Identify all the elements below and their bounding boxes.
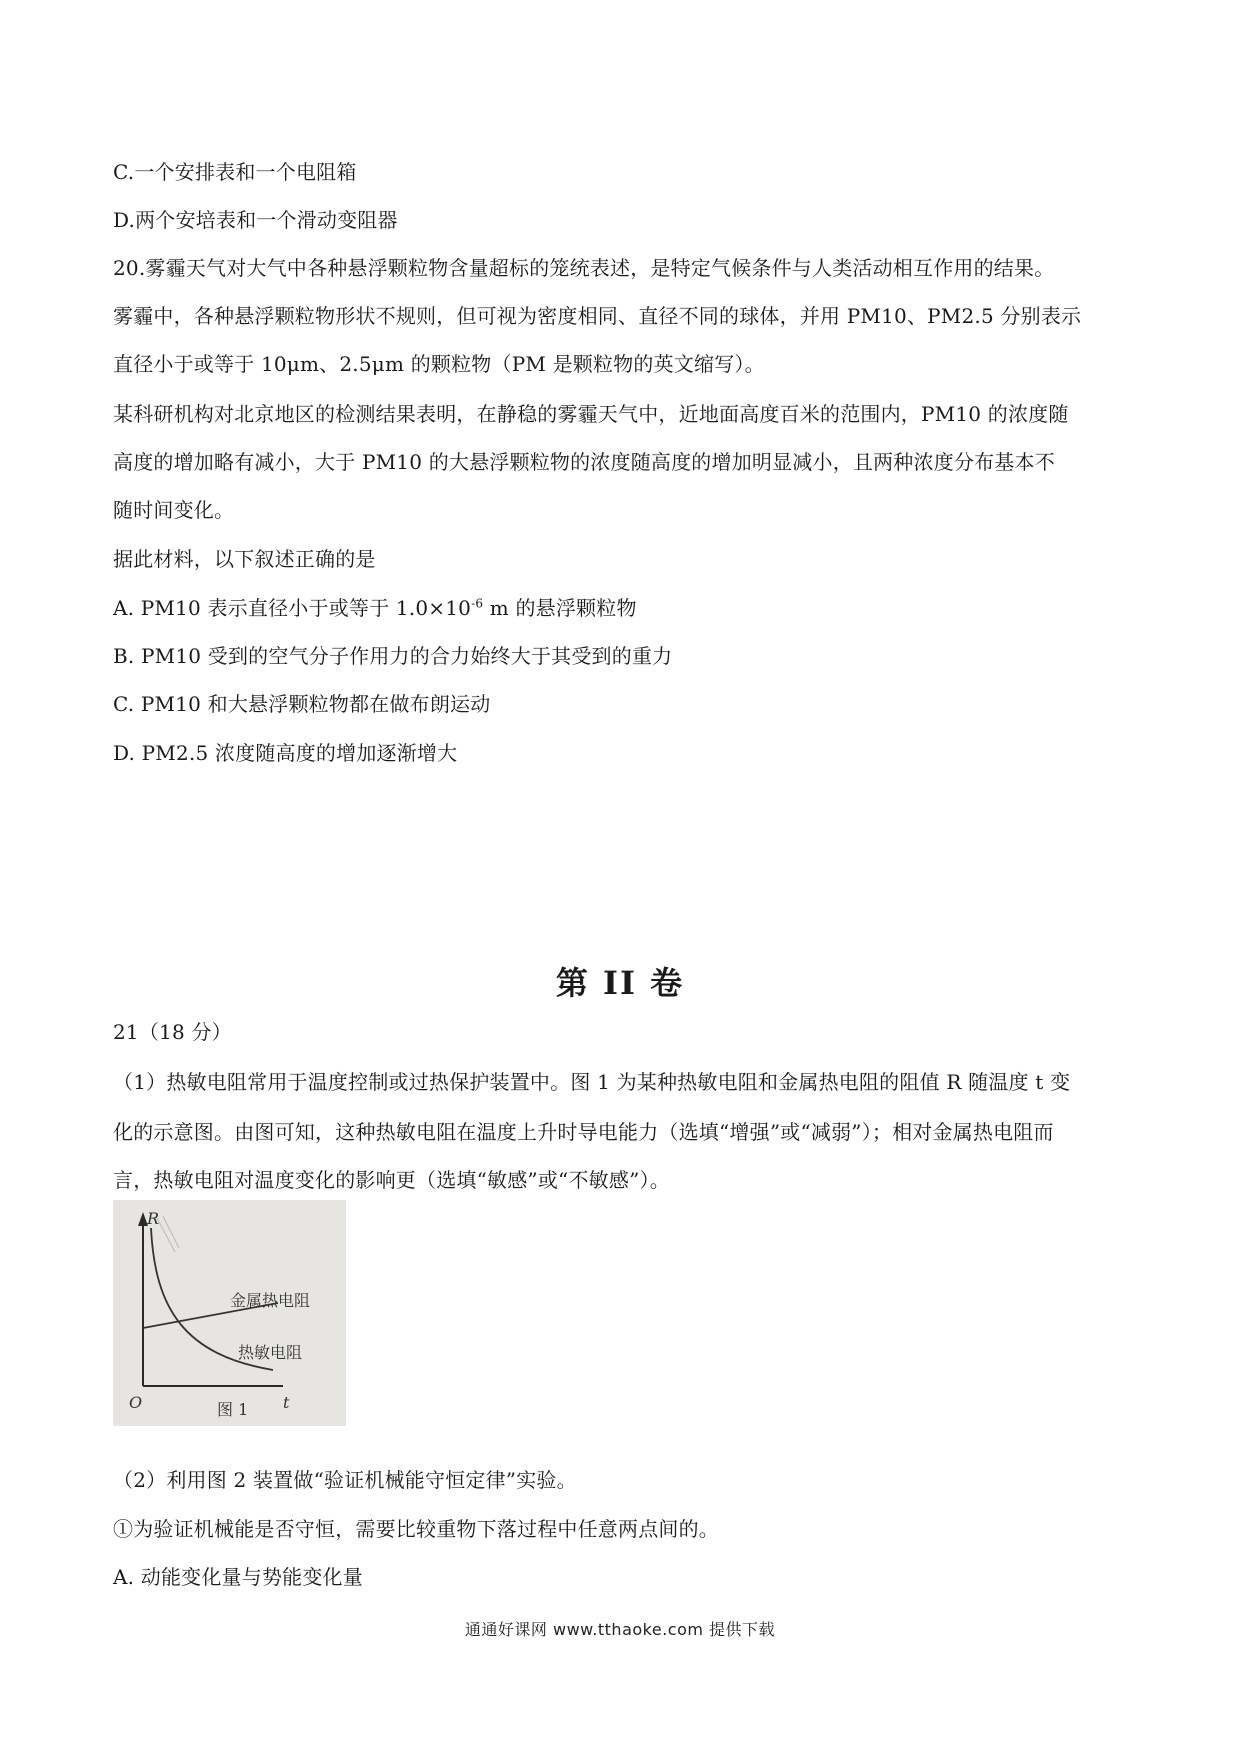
option-c-prev: C.一个安排表和一个电阻箱 <box>113 160 357 184</box>
question-21-part1-1: （1）热敏电阻常用于温度控制或过热保护装置中。图 1 为某种热敏电阻和金属热电阻的阻值 R 随温度 t 变 <box>113 1070 1071 1094</box>
option-a-text-post: m 的悬浮颗粒物 <box>483 596 637 620</box>
section-title: 第 II 卷 <box>555 964 685 1002</box>
question-20-option-d: D. PM2.5 浓度随高度的增加逐渐增大 <box>113 741 458 765</box>
question-20-stem-4: 某科研机构对北京地区的检测结果表明，在静稳的雾霾天气中，近地面高度百米的范围内，PM10 的浓度随 <box>113 402 1069 426</box>
question-21-part2: （2）利用图 2 装置做“验证机械能守恒定律”实验。 <box>113 1468 577 1492</box>
question-21-part1-2: 化的示意图。由图可知，这种热敏电阻在温度上升时导电能力（选填“增强”或“减弱”）；相对金属热电阻而 <box>113 1120 1054 1144</box>
question-20-option-c: C. PM10 和大悬浮颗粒物都在做布朗运动 <box>113 692 491 716</box>
thermistor-label: 热敏电阻 <box>238 1343 303 1362</box>
question-20-stem-1: 20.雾霾天气对大气中各种悬浮颗粒物含量超标的笼统表述，是特定气候条件与人类活动相互作用的结果。 <box>113 256 1055 280</box>
option-d-prev: D.两个安培表和一个滑动变阻器 <box>113 208 398 232</box>
figure-caption: 图 1 <box>217 1400 249 1419</box>
question-21-part2-option-a: A. 动能变化量与势能变化量 <box>113 1565 363 1589</box>
figure-1 <box>113 1200 346 1426</box>
question-20-prompt: 据此材料，以下叙述正确的是 <box>113 547 376 571</box>
axis-label-t: t <box>283 1393 290 1412</box>
question-20-stem-3: 直径小于或等于 10μm、2.5μm 的颗粒物（PM 是颗粒物的英文缩写）。 <box>113 352 765 376</box>
question-21-part2-q1: ①为验证机械能是否守恒，需要比较重物下落过程中任意两点间的。 <box>113 1517 719 1541</box>
question-20-stem-2: 雾霾中，各种悬浮颗粒物形状不规则，但可视为密度相同、直径不同的球体，并用 PM10、PM2.5 分别表示 <box>113 304 1082 328</box>
axis-label-r: R <box>147 1209 160 1228</box>
question-20-option-a <box>113 594 637 622</box>
figure-1-graph <box>113 1200 346 1426</box>
question-20-stem-6: 随时间变化。 <box>113 498 235 522</box>
page-footer: 通通好课网 www.tthaoke.com 提供下载 <box>464 1620 776 1639</box>
question-21-header: 21（18 分） <box>113 1020 232 1044</box>
option-a-exponent: -6 <box>471 596 484 611</box>
question-20-option-b: B. PM10 受到的空气分子作用力的合力始终大于其受到的重力 <box>113 644 673 668</box>
question-21-part1-3: 言，热敏电阻对温度变化的影响更（选填“敏感”或“不敏感”）。 <box>113 1168 670 1192</box>
origin-label: O <box>129 1393 143 1412</box>
question-20-stem-5: 高度的增加略有减小，大于 PM10 的大悬浮颗粒物的浓度随高度的增加明显减小，且两种浓度分布基本不 <box>113 450 1055 474</box>
metal-resistor-label: 金属热电阻 <box>230 1291 311 1310</box>
figure-artifact <box>157 1216 179 1252</box>
option-a-text-pre: A. PM10 表示直径小于或等于 1.0×10 <box>113 596 472 620</box>
